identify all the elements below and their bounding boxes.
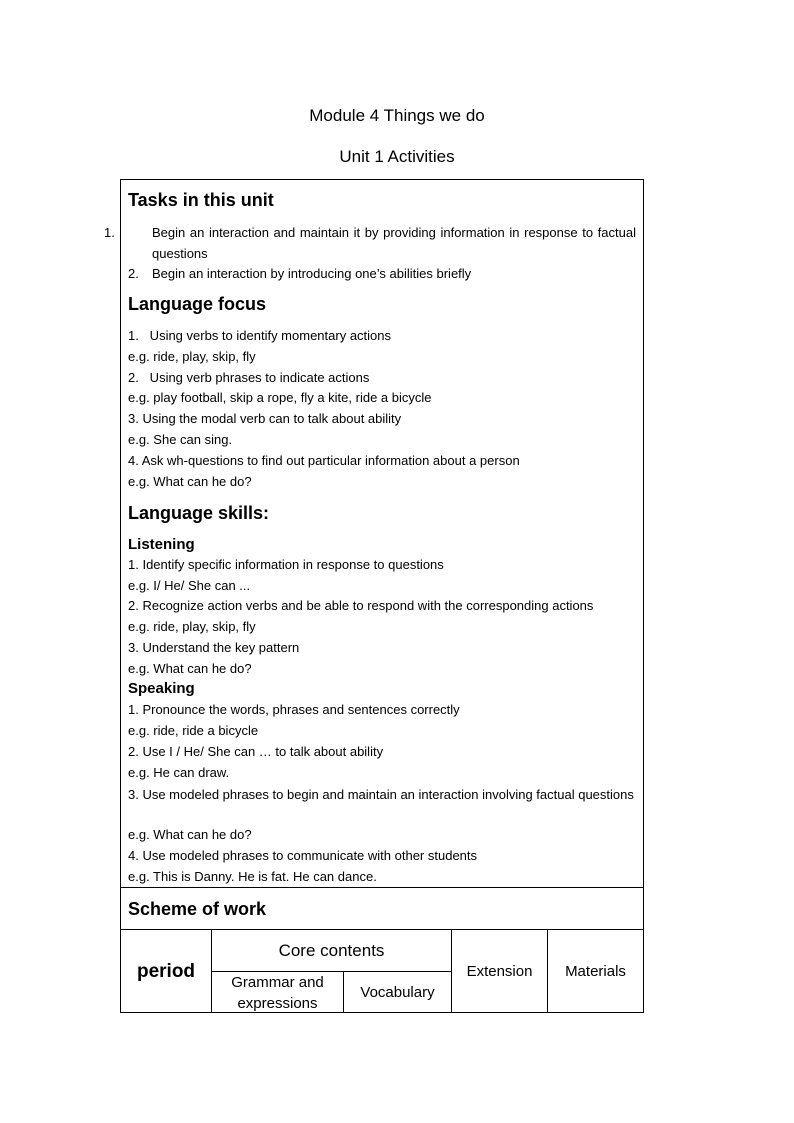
speaking-line: e.g. This is Danny. He is fat. He can dance. (128, 869, 377, 884)
listening-line: e.g. What can he do? (128, 661, 252, 676)
module-title: Module 4 Things we do (309, 106, 485, 125)
speaking-line: e.g. What can he do? (128, 827, 252, 842)
focus-line: 4. Ask wh-questions to find out particular information about a person (128, 453, 520, 468)
divider (121, 887, 643, 888)
speaking-paragraph: 3. Use modeled phrases to begin and maintain an interaction involving factual questions (128, 787, 634, 802)
focus-line: e.g. What can he do? (128, 474, 252, 489)
speaking-line: 1. Pronounce the words, phrases and sentences correctly (128, 702, 460, 717)
language-skills-heading: Language skills: (128, 503, 270, 523)
language-focus-heading: Language focus (128, 294, 267, 314)
extension-header: Extension (466, 963, 533, 980)
task-number: 1. (104, 225, 115, 240)
speaking-line: 4. Use modeled phrases to communicate with other students (128, 848, 478, 863)
focus-line: 1. Using verbs to identify momentary actions (128, 328, 392, 343)
speaking-line: 2. Use I / He/ She can … to talk about ability (128, 744, 384, 759)
listening-heading: Listening (128, 536, 195, 553)
core-contents-header: Core contents (278, 941, 385, 960)
grammar-header: Grammar and expressions (231, 973, 324, 1012)
task-text: Begin an interaction and maintain it by providing information in response to factual questions (152, 225, 636, 261)
period-header: period (136, 961, 196, 982)
scheme-heading: Scheme of work (128, 899, 267, 919)
speaking-line: e.g. ride, ride a bicycle (128, 723, 259, 738)
listening-line: e.g. I/ He/ She can ... (128, 578, 251, 593)
listening-line: e.g. ride, play, skip, fly (128, 619, 256, 634)
materials-header: Materials (565, 963, 626, 980)
focus-line: 2. Using verb phrases to indicate actions (128, 370, 370, 385)
listening-line: 1. Identify specific information in response to questions (128, 557, 444, 572)
task-number: 2. (128, 266, 139, 281)
unit-plan-table (104, 179, 644, 1013)
focus-line: e.g. ride, play, skip, fly (128, 349, 256, 364)
focus-line: e.g. She can sing. (128, 432, 233, 447)
speaking-line: e.g. He can draw. (128, 765, 230, 780)
vocabulary-header: Vocabulary (360, 984, 435, 1001)
task-item-2 (128, 264, 636, 284)
listening-line: 2. Recognize action verbs and be able to respond with the corresponding actions (128, 598, 594, 613)
unit-title: Unit 1 Activities (339, 147, 455, 166)
speaking-heading: Speaking (128, 680, 195, 697)
task-item-1 (104, 222, 636, 264)
focus-line: e.g. play football, skip a rope, fly a kite, ride a bicycle (128, 390, 432, 405)
task-text: Begin an interaction by introducing one’s abilities briefly (152, 266, 472, 281)
listening-line: 3. Understand the key pattern (128, 640, 300, 655)
tasks-heading: Tasks in this unit (128, 190, 274, 210)
focus-line: 3. Using the modal verb can to talk about ability (128, 411, 402, 426)
